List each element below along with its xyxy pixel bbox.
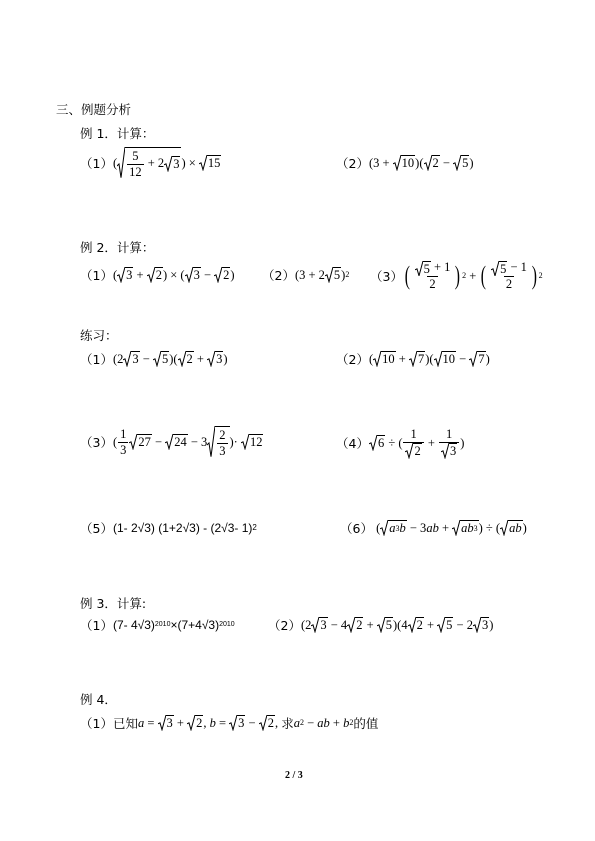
problem-number: （2） <box>262 268 295 283</box>
practice-problem-1 <box>80 348 228 370</box>
math-expression: (3 + 10 )( 2 − 5 ) <box>368 155 474 171</box>
problem-number: （2） <box>336 352 369 367</box>
problem-number: （1） <box>80 716 113 731</box>
problem-number: （5） <box>80 521 113 536</box>
problem-prefix: 已知 <box>112 716 138 731</box>
problem-number: （1） <box>80 352 113 367</box>
example-2-label: 例 2．计算： <box>80 240 155 255</box>
problem-number: （2） <box>336 156 369 171</box>
problem-mid: 求 <box>281 716 294 731</box>
practice-problem-5: （5） (1- 2√3) (1+2√3) - (2√3- 1) 2 <box>80 521 257 536</box>
example-3-problem-1: （1） (7- 4√3) 2010 ×(7+4√3) 2010 <box>80 618 235 633</box>
practice-problem-2 <box>336 348 490 370</box>
math-expression: ( a 3 b − 3 ab + ab 3 ) ÷ ( ab ) <box>372 520 527 536</box>
problem-number: （6） <box>340 521 373 536</box>
section-title: 三、例题分析 <box>56 102 132 117</box>
math-expression: a = 3 + 2 , b = 3 − 2 , <box>137 715 282 731</box>
example-2-problem-3 <box>370 256 543 296</box>
problem-number: （3） <box>80 435 113 450</box>
math-expression: (2 3 − 5 )( 2 + 3 ) <box>112 351 228 367</box>
practice-label: 练习： <box>80 328 118 343</box>
problem-number: （4） <box>336 436 369 451</box>
math-expression: ( 5 + 1 2 ) 2 + ( 5 − 1 2 ) 2 <box>404 260 543 292</box>
math-expression: (3 + 2 5 ) 2 <box>294 267 350 283</box>
radical: $\frac{5}{12}$ + 2 3 <box>117 147 181 179</box>
math-expression-b: ×(7+4√3) <box>170 618 220 632</box>
example-1-problem-2 <box>336 152 473 174</box>
problem-number: （1） <box>80 156 113 171</box>
math-expression: ( 3 + 2 ) × ( 3 − 2 ) <box>112 267 235 283</box>
problem-number: （1） <box>80 268 113 283</box>
example-3-label: 例 3．计算: <box>80 596 147 611</box>
problem-suffix: 的值 <box>353 716 379 731</box>
math-expression: (1- 2√3) (1+2√3) - (2√3- 1) <box>112 521 253 535</box>
math-expression: (2 3 − 4 2 + 5 )(4 2 + 5 − 2 3 ) <box>300 617 494 633</box>
math-expression: ( 10 + 7 )( 10 − 7 ) <box>368 351 490 367</box>
example-1-problem-1 <box>80 146 221 180</box>
math-expression: ( $\frac{1}{3}$ 27 − 24 − 3 $\frac{2}{3}$ )· 12 <box>112 427 263 458</box>
math-expression: 6 ÷ ( $\frac{1}{2}$ + $\frac{1}{3}$ ) <box>369 427 465 458</box>
math-expression: ( $\frac{5}{12}$ + 2 3 ) × 15 <box>112 149 221 179</box>
example-2-problem-1 <box>80 264 235 286</box>
practice-problem-3 <box>80 424 263 460</box>
practice-problem-6 <box>340 517 527 539</box>
example-3-problem-2 <box>268 614 493 636</box>
example-4-label: 例 4． <box>80 692 117 707</box>
example-4-problem-1 <box>80 712 378 734</box>
math-expression-target: a 2 − ab + b 2 <box>293 715 354 730</box>
page-number: 2 / 3 <box>285 770 303 781</box>
example-2-problem-2 <box>262 264 349 286</box>
practice-problem-4 <box>336 424 464 462</box>
math-expression-a: (7- 4√3) <box>112 618 155 632</box>
problem-number: （2） <box>268 618 301 633</box>
example-1-label: 例 1．计算： <box>80 126 155 141</box>
problem-number: （1） <box>80 618 113 633</box>
problem-number: （3） <box>370 269 403 284</box>
